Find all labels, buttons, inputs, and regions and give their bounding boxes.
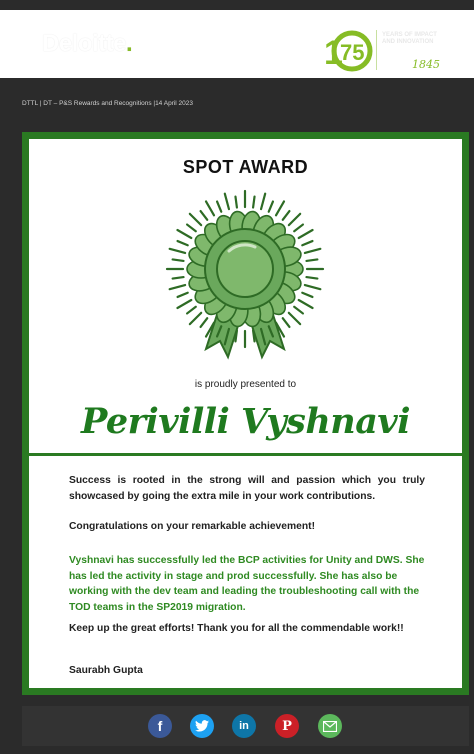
award-title: SPOT AWARD (182, 157, 309, 177)
badge-divider (376, 30, 377, 70)
presented-text: is proudly presented to (194, 379, 297, 390)
share-bar (22, 706, 469, 746)
sender-name: Saurabh Gupta (69, 665, 143, 676)
message-paragraph-3: Vyshnavi has successfully led the BCP activities for Unity and DWS. She has led the activity in stage and prod successfully. She has also be working with the dev team and leading the troubleshooting call with the TOD teams in the SP2019 migration. (69, 555, 425, 613)
award-frame (22, 132, 469, 695)
facebook-icon: f (157, 718, 163, 734)
anniversary-175-icon (322, 24, 376, 78)
award-header-section (29, 139, 462, 456)
badge-signature: 1845 (412, 58, 440, 71)
deloitte-logo (42, 30, 132, 58)
anniversary-badge (322, 24, 442, 82)
message-paragraph-4: Keep up the great efforts! Thank you for all the commendable work!! (69, 623, 404, 634)
breadcrumb: DTTL | DT – P&S Rewards and Recognitions |14 April 2023 (22, 100, 194, 107)
pinterest-icon: P (282, 718, 292, 734)
logo-dot: . (126, 30, 133, 57)
email-header (0, 10, 474, 78)
badge-text: YEARS OF IMPACT AND INNOVATION (382, 32, 437, 45)
share-email-button[interactable] (318, 714, 342, 738)
logo-text: Deloitte (42, 30, 127, 57)
svg-text:75: 75 (340, 40, 365, 65)
rosette-ribbon-icon (160, 189, 330, 361)
top-strip (0, 0, 474, 10)
award-card (28, 138, 463, 689)
share-twitter-button[interactable] (190, 714, 214, 738)
linkedin-icon: in (239, 720, 249, 732)
share-facebook-button[interactable] (148, 714, 172, 738)
twitter-icon (195, 720, 209, 732)
email-icon (323, 721, 337, 732)
svg-text:1: 1 (324, 34, 343, 72)
recipient-name: Perivilli Vyshnavi (80, 401, 411, 442)
share-linkedin-button[interactable] (232, 714, 256, 738)
message-paragraph-2: Congratulations on your remarkable achievement! (69, 521, 316, 532)
share-pinterest-button[interactable] (275, 714, 299, 738)
message-paragraph-1: Success is rooted in the strong will and passion which you truly showcased by going the extra mile in your work contributions. (69, 475, 425, 502)
